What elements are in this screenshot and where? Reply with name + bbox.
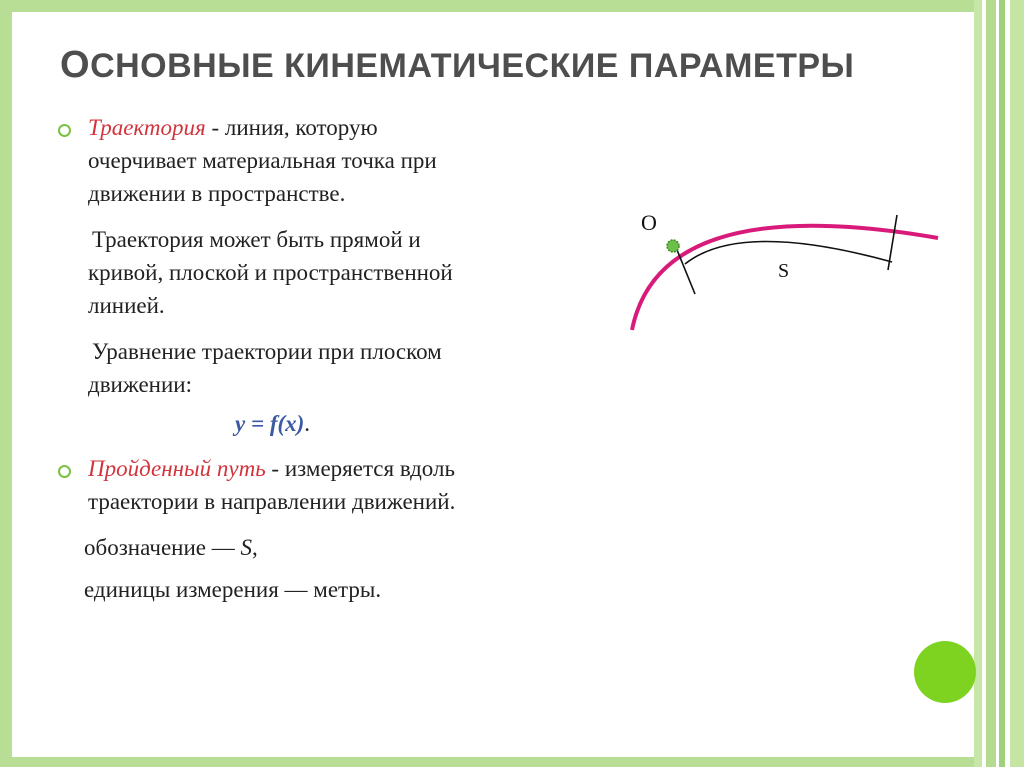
term-distance: Пройденный путь	[88, 456, 266, 481]
title-rest: СНОВНЫЕ КИНЕМАТИЧЕСКИЕ ПАРАМЕТРЫ	[90, 47, 855, 85]
paragraph-1-line-3: линией.	[88, 293, 165, 318]
units-line: единицы измерения — метры.	[84, 577, 382, 602]
origin-point	[667, 240, 679, 252]
notation-line	[84, 532, 258, 563]
formula-text: y = f(x)	[235, 411, 305, 436]
formula-period: .	[304, 411, 311, 436]
notation-prefix: обозначение —	[84, 535, 241, 560]
notation-symbol: S	[240, 535, 252, 560]
term-trajectory: Траектория	[88, 115, 206, 140]
frame-right-stripes	[974, 0, 1024, 767]
slide-title	[60, 44, 854, 87]
bullet-1-line-2: очерчивает материальная точка при	[88, 148, 437, 173]
frame-left-border	[0, 0, 12, 767]
trajectory-diagram	[600, 180, 950, 340]
paragraph-2-line-2: движении:	[88, 372, 192, 397]
path-label: S	[778, 260, 790, 282]
trajectory-formula	[235, 411, 310, 437]
bullet-1-line-3: движении в пространстве.	[88, 181, 346, 206]
path-end-tick	[888, 215, 897, 270]
bullet-2-text: - измеряется вдоль	[265, 456, 455, 481]
frame-top-border	[0, 0, 1024, 12]
bullet-1-text: - линия, которую	[205, 115, 378, 140]
paragraph-2-line-1: Уравнение траектории при плоском	[92, 339, 442, 364]
paragraph-1-line-2: кривой, плоской и пространственной	[88, 260, 453, 285]
paragraph-1-line-1: Траектория может быть прямой и	[92, 227, 421, 252]
origin-label: O	[641, 210, 657, 235]
bullet-2-line-2: траектории в направлении движений.	[88, 489, 456, 514]
bullet-2-line-1	[88, 453, 455, 484]
bullet-marker-icon	[58, 465, 71, 478]
title-first-letter: О	[60, 44, 91, 86]
bullet-marker-icon	[58, 124, 71, 137]
decorative-green-circle	[914, 641, 976, 703]
notation-suffix: ,	[252, 535, 258, 560]
bullet-1-line-1	[88, 112, 378, 143]
frame-bottom-border	[0, 757, 1024, 767]
